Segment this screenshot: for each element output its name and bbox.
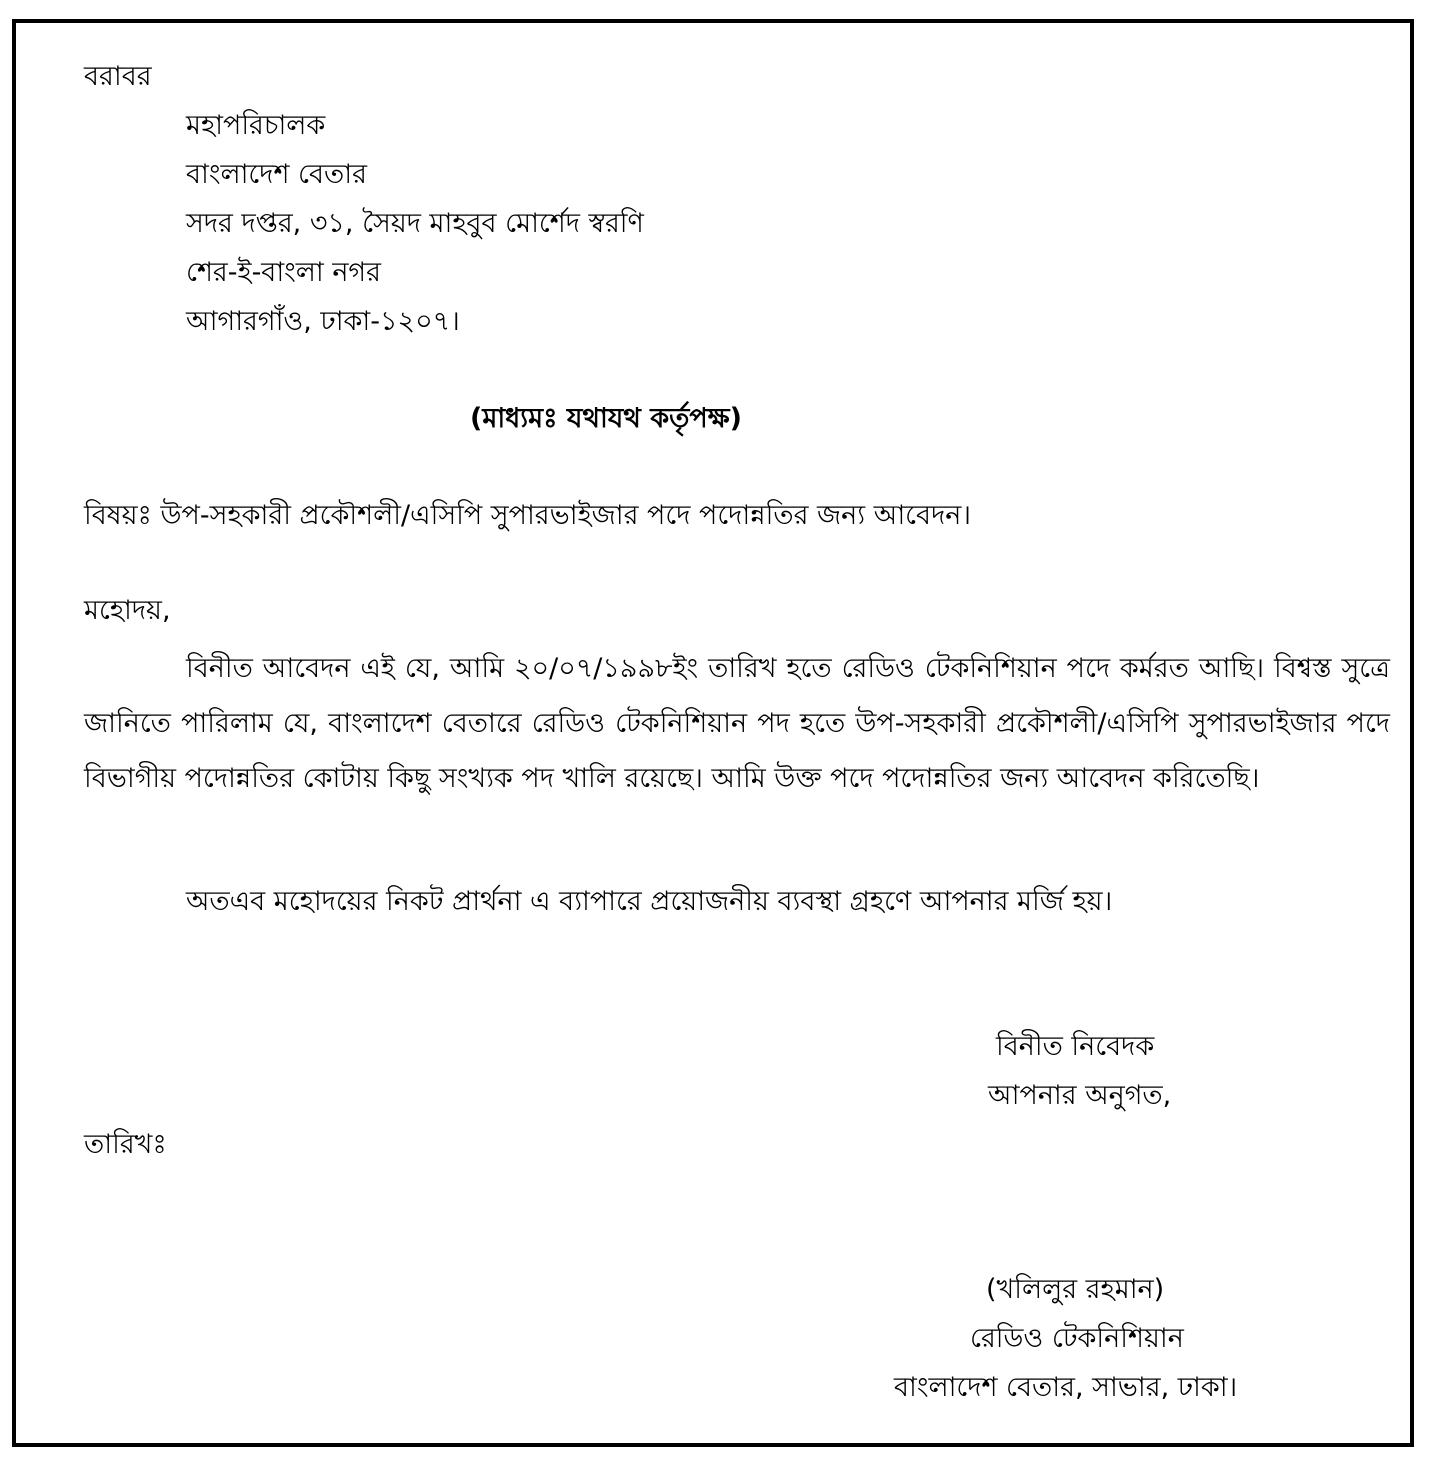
date-label: তারিখঃ [84,1129,167,1160]
salutation-to: বরাবর [84,61,152,92]
address-line-5: আগারগাঁও, ঢাকা-১২০৭। [186,306,460,337]
address-line-3: সদর দপ্তর, ৩১, সৈয়দ মাহবুব মোর্শেদ স্বরণি [186,208,644,239]
body-paragraph: বিনীত আবেদন এই যে, আমি ২০/০৭/১৯৯৮ইং তারিখ হতে রেডিও টেকনিশিয়ান পদে কর্মরত আছি। বিশ্বস্ত সুত্রে জানিতে পারিলাম যে, বাংলাদেশ বেতারে রেডিও টেকনিশিয়ান পদ হতে উপ-সহকারী প্রকৌশলী/এসিপি সুপারভাইজার পদে বিভাগীয় পদোন্নতির কোটায় কিছু সংখ্যক পদ খালি রয়েছে। আমি উক্ত পদে পদোন্নতির জন্য আবেদন করিতেছি। [84,653,1390,794]
subject-line: বিষয়ঃ উপ-সহকারী প্রকৌশলী/এসিপি সুপারভাইজার পদে পদোন্নতির জন্য আবেদন। [84,500,972,531]
signature-office: বাংলাদেশ বেতার, সাভার, ঢাকা। [894,1372,1238,1403]
request-paragraph: অতএব মহোদয়ের নিকট প্রার্থনা এ ব্যাপারে প্রয়োজনীয় ব্যবস্থা গ্রহণে আপনার মর্জি হয়। [186,886,1113,917]
address-line-2: বাংলাদেশ বেতার [186,159,367,190]
address-line-4: শের-ই-বাংলা নগর [186,257,381,288]
closing-line-1: বিনীত নিবেদক [996,1031,1155,1062]
greeting: মহোদয়, [84,595,171,626]
via-line: (মাধ্যমঃ যথাযথ কর্তৃপক্ষ) [470,403,742,434]
closing-line-2: আপনার অনুগত, [988,1080,1172,1111]
signature-name: (খলিলুর রহমান) [986,1274,1165,1305]
signature-designation: রেডিও টেকনিশিয়ান [970,1323,1184,1354]
address-line-1: মহাপরিচালক [186,110,326,141]
